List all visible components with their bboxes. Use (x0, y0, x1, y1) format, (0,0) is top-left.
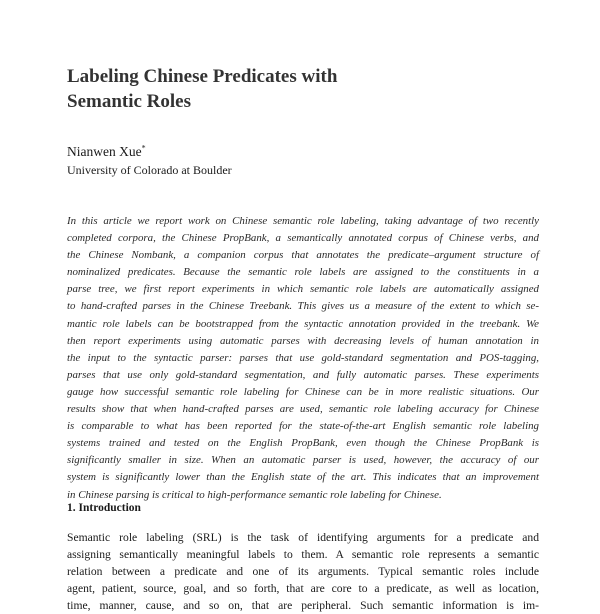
abstract-line: results show that when hand-crafted parses are used, semantic role labeling accuracy for Chinese (67, 403, 539, 416)
abstract-line: significantly smaller in size. When an automatic parser is used, however, the accuracy of our (67, 454, 539, 467)
title-line: Semantic Roles (67, 91, 192, 112)
body-line: Semantic role labeling (SRL) is the task of identifying arguments for a predicate and (67, 531, 539, 544)
body-line: assigning semantically meaningful labels to them. A semantic role represents a semantic (67, 548, 539, 561)
abstract-line: gauge how successful semantic role labeling for Chinese can be in more realistic situations. Our (67, 385, 539, 398)
paper-title (67, 64, 527, 114)
abstract-line: parse tree, we first report experiments in which semantic role labels are automatically assigned (67, 283, 539, 296)
abstract-line: in Chinese parsing is critical to high-performance semantic role labeling for Chinese. (67, 488, 442, 501)
abstract-line: nominalized predicates. Because the semantic role labels are assigned to the constituents in a (67, 266, 539, 279)
abstract-line: mantic role labels can be bootstrapped from the syntactic annotation provided in the treebank. We (67, 317, 539, 330)
abstract-line: to hand-crafted parses in the Chinese Treebank. This gives us a measure of the extent to which se- (67, 300, 539, 313)
author-affiliation: University of Colorado at Boulder (67, 163, 232, 177)
author-name (67, 143, 146, 160)
abstract-line: is comparable to what has been reported for the state-of-the-art English semantic role labeling (67, 420, 539, 433)
abstract-line: then report experiments using automatic parses with decreasing levels of human annotation in (67, 334, 539, 347)
abstract (67, 213, 539, 504)
abstract-line: the input to the syntactic parser: parses that use gold-standard segmentation and POS-tagging, (67, 351, 539, 364)
introduction-body (67, 529, 539, 614)
body-line: time, manner, cause, and so on, that are peripheral. Such semantic information is im- (67, 599, 539, 612)
abstract-line: completed corpora, the Chinese PropBank, a semantically annotated corpus of Chinese verbs, and (67, 232, 539, 245)
abstract-line: system is significantly lower than the English state of the art. This indicates that an improvement (67, 471, 539, 484)
body-line: agent, patient, source, goal, and so forth, that are core to a predicate, as well as location, (67, 582, 539, 595)
author-footnote-mark: * (141, 143, 146, 153)
abstract-line: In this article we report work on Chinese semantic role labeling, taking advantage of two recently (67, 215, 539, 227)
abstract-line: systems trained and tested on the English PropBank, even though the Chinese PropBank is (67, 437, 539, 450)
section-heading-introduction: 1. Introduction (67, 502, 141, 514)
author-name-text: Nianwen Xue (67, 144, 142, 159)
title-line: Labeling Chinese Predicates with (67, 66, 338, 87)
abstract-line: the Chinese Nombank, a companion corpus that annotates the predicate–argument structure of (67, 249, 539, 262)
abstract-line: parses that use only gold-standard segmentation, and fully automatic parses. These experiments (67, 368, 539, 381)
body-line: relation between a predicate and one of its arguments. Typical semantic roles include (67, 565, 539, 578)
